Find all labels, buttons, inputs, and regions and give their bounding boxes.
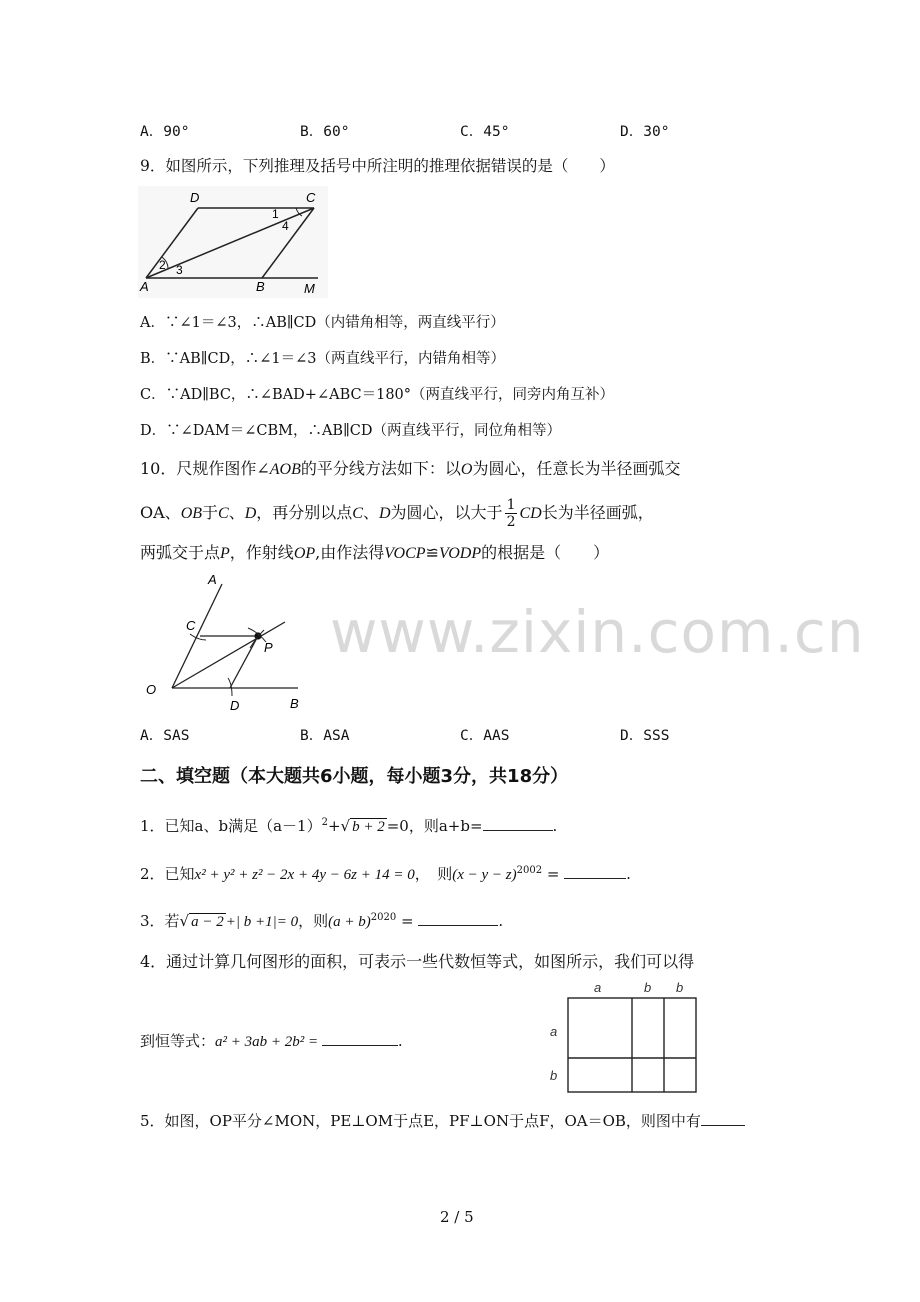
- fill-q3: 3．若√ a − 2 +| b +1|= 0，则$(a + b)^{2020}$ = .: [140, 912, 504, 930]
- q9-option-d: D．∵∠DAM＝∠CBM，∴AB∥CD（两直线平行，同位角相等）: [140, 423, 562, 439]
- fill-q4-line-2: 到恒等式：a² + 3ab + 2b² = .: [140, 1032, 403, 1050]
- answer-blank[interactable]: [322, 1031, 398, 1046]
- q9-stem: 9．如图所示，下列推理及括号中所注明的推理依据错误的是（ ）: [140, 157, 615, 175]
- fraction-one-half: $\frac{1}{2}$: [506, 497, 516, 530]
- q4-label-top-b1: b: [644, 980, 652, 995]
- q9-angle-3: 3: [176, 263, 183, 277]
- q4-label-top-a: a: [594, 980, 602, 995]
- section-heading-fill-in: 二、填空题（本大题共6小题，每小题3分，共18分）: [140, 766, 569, 787]
- q8-option-d: D．30°: [620, 124, 670, 140]
- q10-angle-bisector-figure: [140, 570, 310, 715]
- q4-label-top-b2: b: [676, 980, 684, 995]
- q9-angle-2: 2: [159, 258, 166, 272]
- q10-label-b: B: [290, 696, 299, 711]
- fill-q2: 2．已知x² + y² + z² − 2x + 4y − 6z + 14 = 0， 则$(x - y - z)^{2002}$ = .: [140, 865, 631, 883]
- q9-label-m: M: [304, 281, 315, 296]
- q10-label-c: C: [186, 618, 196, 633]
- q10-option-a: A．SAS: [140, 728, 190, 744]
- q10-label-o: O: [146, 682, 157, 697]
- q9-label-c: C: [306, 190, 316, 205]
- q4-label-left-a: a: [550, 1024, 558, 1039]
- q9-label-a: A: [140, 279, 149, 294]
- fill-q4-line-1: 4．通过计算几何图形的面积，可表示一些代数恒等式，如图所示，我们可以得: [140, 952, 695, 971]
- q8-option-b: B．60°: [300, 124, 350, 140]
- answer-blank[interactable]: [564, 864, 626, 879]
- q10-line-2: OA、OB于C、D，再分别以点C、D为圆心，以大于 $\frac{1}{2}$ CD长为半径画弧，: [140, 497, 654, 530]
- page-number: 2 / 5: [440, 1208, 474, 1226]
- q9-option-b: B．∵AB∥CD，∴∠1＝∠3（两直线平行，内错角相等）: [140, 351, 505, 367]
- answer-blank[interactable]: [483, 816, 553, 831]
- q9-label-d: D: [190, 190, 200, 205]
- fill-q1: 1．已知a、b满足$(a-1)^2+√$ b + 2 =0，则a+b= .: [140, 817, 558, 835]
- q4-label-left-b: b: [550, 1068, 558, 1083]
- answer-blank[interactable]: [701, 1111, 745, 1126]
- q9-angle-1: 1: [272, 207, 279, 221]
- q10-option-d: D．SSS: [620, 728, 670, 744]
- q8-option-c: C．45°: [460, 124, 510, 140]
- watermark: www.zixin.com.cn: [330, 598, 865, 666]
- q10-option-c: C．AAS: [460, 728, 510, 744]
- q10-line-1: 10．尺规作图作∠AOB的平分线方法如下：以O为圆心，任意长为半径画弧交: [140, 459, 681, 478]
- q4-area-figure: [540, 978, 704, 1096]
- sqrt-sign: √: [340, 817, 351, 835]
- q8-option-a: A．90°: [140, 124, 190, 140]
- q9-option-a: A．∵∠1＝∠3，∴AB∥CD（内错角相等，两直线平行）: [140, 315, 505, 331]
- q9-angle-4: 4: [282, 219, 289, 233]
- q9-parallelogram-figure: [138, 186, 328, 298]
- q10-label-d: D: [230, 698, 240, 713]
- q9-option-c: C．∵AD∥BC，∴∠BAD+∠ABC＝180°（两直线平行，同旁内角互补）: [140, 387, 615, 403]
- fill-q5: 5．如图，OP平分∠MON，PE⊥OM于点E，PF⊥ON于点F，OA＝OB，则图中有: [140, 1110, 745, 1132]
- q10-label-p: P: [264, 640, 273, 655]
- answer-blank[interactable]: [418, 911, 498, 926]
- q10-label-a: A: [208, 572, 217, 587]
- sqrt-sign: √: [179, 912, 190, 930]
- q10-option-b: B．ASA: [300, 728, 350, 744]
- q9-label-b: B: [256, 279, 265, 294]
- q10-line-3: 两弧交于点P，作射线OP,由作法得VOCP≌VODP的根据是（ ）: [140, 543, 610, 562]
